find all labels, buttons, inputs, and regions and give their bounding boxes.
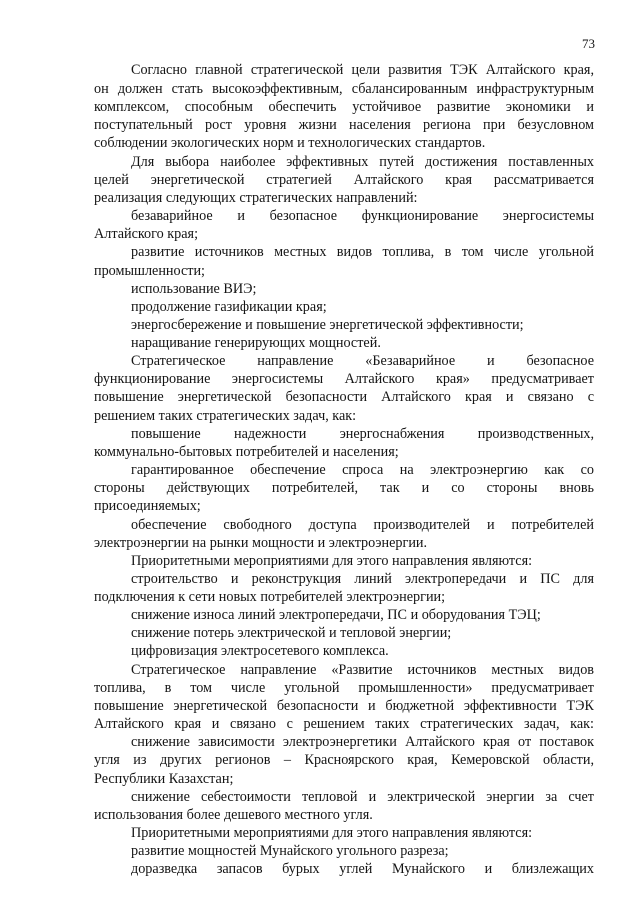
text-line: развитие мощностей Мунайского угольного разреза; (131, 843, 449, 859)
text-line: промышленности; (94, 263, 205, 279)
text-line: подключения к сети новых потребителей электроэнергии; (94, 589, 446, 605)
text-line: гарантированное обеспечение спроса на электроэнергию как со (131, 462, 594, 478)
text-line: продолжение газификации края; (131, 299, 327, 315)
text-line: Согласно главной стратегической цели развития ТЭК Алтайского края, (131, 62, 594, 78)
text-line: функционирование энергосистемы Алтайского края» предусматривает (94, 371, 594, 387)
text-line: Республики Казахстан; (94, 771, 234, 787)
text-line: безаварийное и безопасное функционирование энергосистемы (131, 208, 594, 224)
text-line: стороны действующих потребителей, так и со стороны вновь (94, 480, 594, 496)
text-line: использование ВИЭ; (131, 281, 257, 297)
text-line: коммунально-бытовых потребителей и населения; (94, 444, 399, 460)
text-line: обеспечение свободного доступа производителей и потребителей (131, 517, 594, 533)
text-line: Приоритетными мероприятиями для этого направления являются: (131, 553, 533, 569)
text-line: Алтайского края; (94, 226, 199, 242)
text-line: он должен стать высокоэффективным, сбалансированным инфраструктурным (94, 81, 594, 97)
text-line: повышение надежности энергоснабжения производственных, (131, 426, 594, 442)
text-line: поступательный рост уровня жизни населения региона при безусловном (94, 117, 594, 133)
page-number: 73 (582, 36, 595, 51)
text-line: Приоритетными мероприятиями для этого направления являются: (131, 825, 533, 841)
text-line: электроэнергии на рынки мощности и электроэнергии. (94, 535, 428, 551)
text-line: строительство и реконструкция линий электропередачи и ПС для (131, 571, 594, 587)
text-line: Для выбора наиболее эффективных путей достижения поставленных (131, 154, 594, 170)
text-line: Алтайского края и связано с решением таких стратегических задач, как: (94, 716, 594, 732)
text-line: доразведка запасов бурых углей Мунайского и близлежащих (131, 861, 594, 877)
text-line: повышение энергетической безопасности Алтайского края и связано с (94, 389, 594, 405)
text-line: угля из других регионов – Красноярского края, Кемеровской области, (94, 752, 594, 768)
text-line: Стратегическое направление «Безаварийное и безопасное (131, 353, 594, 369)
text-line: цифровизация электросетевого комплекса. (131, 643, 389, 659)
text-line: использования более дешевого местного угля. (94, 807, 373, 823)
text-line: комплексом, способным обеспечить устойчивое развитие экономики и (94, 99, 594, 115)
text-line: Стратегическое направление «Развитие источников местных видов (131, 662, 594, 678)
text-line: присоединяемых; (94, 498, 201, 514)
text-line: снижение себестоимости тепловой и электрической энергии за счет (131, 789, 594, 805)
text-line: повышение энергетической безопасности и бюджетной эффективности ТЭК (94, 698, 594, 714)
text-line: развитие источников местных видов топлива, в том числе угольной (131, 244, 594, 260)
text-line: целей энергетической стратегией Алтайского края рассматривается (94, 172, 594, 188)
text-line: решением таких стратегических задач, как: (94, 408, 357, 424)
text-line: снижение износа линий электропередачи, ПС и оборудования ТЭЦ; (131, 607, 541, 623)
text-line: топлива, в том числе угольной промышленности» предусматривает (94, 680, 594, 696)
text-line: наращивание генерирующих мощностей. (131, 335, 381, 351)
text-line: энергосбережение и повышение энергетической эффективности; (131, 317, 524, 333)
text-line: снижение зависимости электроэнергетики Алтайского края от поставок (131, 734, 594, 750)
text-line: соблюдении экологических норм и технологических стандартов. (94, 135, 486, 151)
text-line: снижение потерь электрической и тепловой энергии; (131, 625, 452, 641)
text-line: реализация следующих стратегических направлений: (94, 190, 418, 206)
